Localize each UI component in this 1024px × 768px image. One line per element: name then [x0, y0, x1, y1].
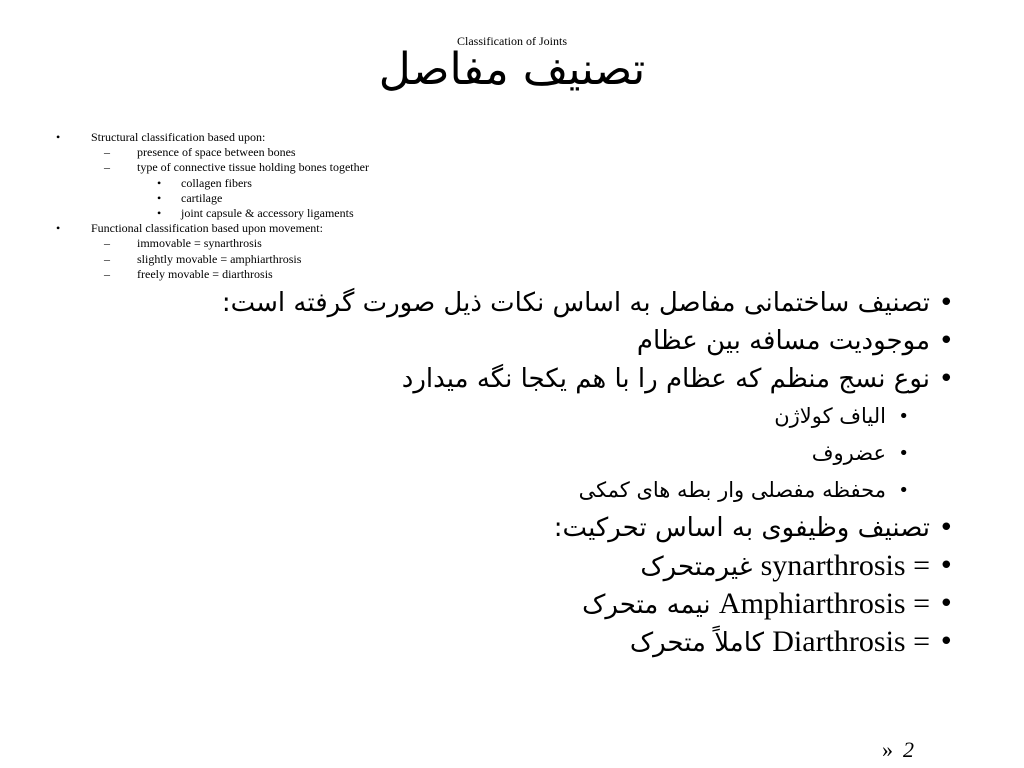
persian-outline-subitem — [0, 435, 1024, 472]
slide-title-persian: تصنیف مفاصل — [378, 44, 646, 95]
term-line — [582, 585, 930, 624]
dash-marker: – — [104, 160, 110, 175]
english-outline-item — [0, 160, 700, 175]
bullet-marker: • — [938, 513, 954, 543]
slide-footer — [882, 736, 914, 764]
bullet-marker: • — [938, 326, 954, 356]
outline-text: immovable = synarthrosis — [137, 236, 262, 251]
bullet-marker: • — [898, 480, 909, 501]
term-persian: کاملاً متحرک — [629, 628, 764, 658]
bullet-marker: • — [898, 406, 909, 427]
outline-text: joint capsule & accessory ligaments — [181, 205, 354, 220]
english-outline-item — [0, 236, 700, 251]
persian-outline-subitem — [0, 398, 1024, 435]
bullet-marker: • — [938, 551, 954, 581]
english-outline-item — [0, 191, 700, 206]
english-outline-item — [0, 130, 700, 145]
dash-marker: – — [104, 236, 110, 251]
persian-outline-subitem — [0, 472, 1024, 509]
slide-title-english: Classification of Joints — [457, 34, 567, 48]
term-latin: Diarthrosis = — [772, 625, 930, 658]
persian-outline — [0, 284, 1024, 661]
bullet-marker: • — [938, 364, 954, 394]
outline-text: type of connective tissue holding bones together — [137, 160, 369, 175]
persian-outline-item — [0, 360, 1024, 398]
outline-text: cartilage — [181, 190, 223, 205]
outline-text: تصنیف ساختمانی مفاصل به اساس نکات ذیل صورت گرفته است: — [221, 288, 930, 318]
english-outline-item — [0, 267, 700, 282]
footer-symbol: » — [882, 737, 893, 762]
outline-text: تصنیف وظیفوی به اساس تحرکیت: — [553, 513, 930, 543]
outline-text: محفظه مفصلی وار بطه های کمکی — [578, 478, 886, 502]
outline-text: slightly movable = amphiarthrosis — [137, 251, 302, 266]
dash-marker: – — [104, 251, 110, 266]
english-outline — [0, 130, 700, 282]
term-persian: غیرمتحرک — [640, 552, 753, 582]
persian-term-item — [0, 547, 1024, 585]
outline-text: presence of space between bones — [137, 145, 296, 160]
outline-text: عضروف — [811, 441, 886, 465]
dash-marker: – — [104, 145, 110, 160]
outline-text: collagen fibers — [181, 175, 252, 190]
bullet-marker: • — [938, 627, 954, 657]
english-outline-item — [0, 145, 700, 160]
outline-text: نوع نسج منظم که عظام را با هم یکجا نگه میدارد — [401, 364, 930, 394]
term-line — [630, 623, 930, 662]
outline-text: الیاف کولاژن — [774, 404, 886, 428]
persian-term-item — [0, 623, 1024, 661]
bullet-marker: • — [157, 190, 162, 205]
bullet-marker: • — [157, 205, 162, 220]
term-latin: Amphiarthrosis = — [718, 587, 930, 620]
persian-outline-item — [0, 509, 1024, 547]
term-persian: نیمه متحرک — [582, 590, 711, 620]
dash-marker: – — [104, 266, 110, 281]
outline-text: freely movable = diarthrosis — [137, 266, 273, 281]
bullet-marker: • — [898, 443, 909, 464]
outline-text: Functional classification based upon movement: — [91, 221, 323, 236]
persian-term-item — [0, 585, 1024, 623]
english-outline-item — [0, 176, 700, 191]
persian-outline-item — [0, 284, 1024, 322]
english-outline-item — [0, 221, 700, 236]
outline-text: Structural classification based upon: — [91, 130, 266, 144]
outline-text: موجودیت مسافه بین عظام — [636, 326, 930, 356]
term-line — [640, 547, 930, 586]
bullet-marker: • — [157, 175, 162, 190]
page-number: 2 — [903, 737, 914, 762]
english-outline-item — [0, 252, 700, 267]
term-latin: synarthrosis = — [760, 549, 930, 582]
bullet-marker: • — [938, 589, 954, 619]
bullet-marker: • — [938, 288, 954, 318]
english-outline-item — [0, 206, 700, 221]
bullet-marker: • — [56, 221, 61, 236]
persian-outline-item — [0, 322, 1024, 360]
bullet-marker: • — [56, 130, 61, 144]
